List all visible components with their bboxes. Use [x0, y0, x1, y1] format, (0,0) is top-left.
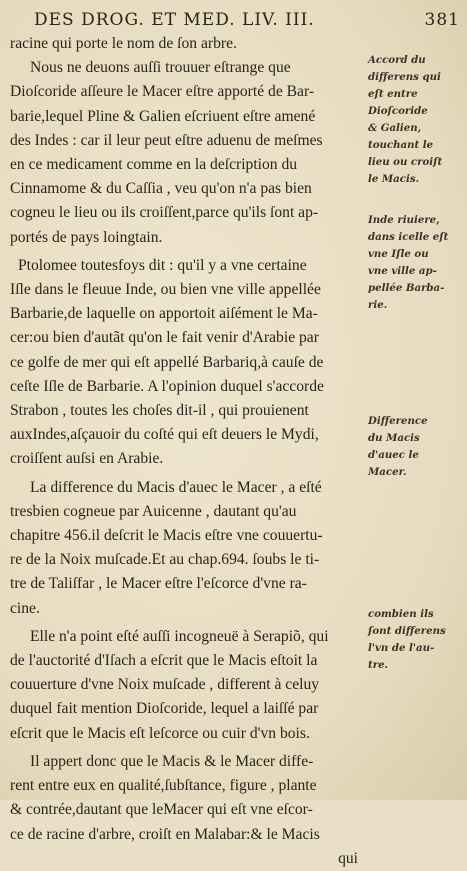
page-header	[34, 6, 460, 32]
text-line: de l'auctorité d'Iſach a eſcrit que le Macis eſtoit la	[10, 652, 318, 670]
paragraph-continued	[10, 80, 362, 249]
text-line: La difference du Macis d'auec le Macer , a eſté	[30, 478, 322, 496]
text-line: en ce medicament comme en la deſcription du	[10, 156, 298, 174]
text-line: ceſte Iſle de Barbarie. A l'opinion duquel s'accorde	[10, 377, 324, 395]
text-line: ce golfe de mer qui eſt appellé Barbariq,à cauſe de	[10, 353, 324, 371]
text-line: chapitre 456.il deſcrit le Macis eſtre vne couuertu-	[10, 527, 323, 545]
note-line: du Macis	[368, 432, 420, 444]
text-line: Nous ne deuons auſſi trouuer eſtrange que	[30, 59, 291, 77]
text-line: cine.	[10, 599, 40, 617]
paragraph	[10, 476, 362, 621]
text-line: racine qui porte le nom de ſon arbre.	[10, 35, 237, 52]
note-line: le Macis.	[368, 173, 420, 185]
paragraph	[10, 625, 362, 746]
main-text	[10, 32, 362, 871]
note-line: & Galien,	[368, 122, 422, 134]
note-line: touchant le	[368, 139, 434, 151]
running-title: DES DROG. ET MED. LIV. III.	[34, 10, 315, 30]
text-line: tresbien cogneue par Auicenne , dautant qu'au	[10, 502, 297, 520]
text-line: re de la Noix muſcade.Et au chap.694. ſoubs le ti-	[10, 551, 320, 569]
text-line: eſcrit que le Macis eſt leſcorce ou cuir d'vn bois.	[10, 724, 310, 742]
text-line: cogneu le lieu ou ils croiſſent,parce qu'ils ſont ap-	[10, 204, 319, 222]
margin-note	[368, 212, 464, 314]
text-line: ce de racine d'arbre, croiſt en Malabar:& le Macis	[10, 825, 320, 843]
text-line: Iſle dans le fleuue Inde, ou bien vne ville appellée	[10, 281, 321, 299]
paragraph	[10, 750, 362, 871]
paragraph	[10, 32, 362, 56]
text-line: barie,lequel Pline & Galien eſcriuent eſtre amené	[10, 107, 316, 125]
note-line: dans icelle eſt	[368, 231, 449, 243]
margin-note	[368, 606, 464, 674]
note-line: tre.	[368, 659, 389, 671]
note-line: pellée Barba-	[368, 282, 445, 294]
note-line: d'auec le	[368, 449, 419, 461]
text-line: duquel fait mention Dioſcoride, lequel a laiſſé par	[10, 700, 319, 718]
text-line: croiſſent auſsi en Arabie.	[10, 450, 164, 468]
paragraph	[10, 56, 362, 80]
text-line: Dioſcoride aſſeure le Macer eſtre apporté de Bar-	[10, 83, 315, 101]
text-line: Barbarie,de laquelle on apportoit aiſément le Ma-	[10, 305, 318, 323]
note-line: l'vn de l'au-	[368, 642, 435, 654]
note-line: Difference	[368, 415, 428, 427]
margin-note	[368, 413, 464, 481]
text-line: Elle n'a point eſté auſſi incogneuë à Serapiõ, qui	[30, 627, 329, 645]
note-line: differens qui	[368, 71, 441, 83]
note-line: Inde riuiere,	[368, 214, 440, 226]
text-line: cer:ou bien d'autãt qu'on le fait venir d'Arabie par	[10, 329, 319, 347]
text-line: des Indes : car il leur peut eſtre aduenu de meſmes	[10, 131, 323, 149]
text-line: portés de pays loingtain.	[10, 228, 163, 246]
text-line: Cinnamome & du Caſſia , veu qu'on n'a pas bien	[10, 180, 312, 198]
note-line: Accord du	[368, 54, 426, 66]
note-line: ſont differens	[368, 625, 446, 637]
text-line: & contrée,dautant que leMacer qui eſt vne eſcor-	[10, 801, 313, 819]
note-line: Dioſcoride	[368, 105, 428, 117]
text-line: rent entre eux en qualité,ſubſtance, figure , plante	[10, 777, 317, 795]
margin-note	[368, 52, 464, 188]
note-line: eſt entre	[368, 88, 418, 100]
note-line: Macer.	[368, 466, 407, 478]
text-line: tre de Taliſfar , le Macer eſtre l'eſcorce d'vne ra-	[10, 575, 307, 593]
catchword: qui	[338, 849, 358, 867]
text-line: Ptolomee toutesfoys dit : qu'il y a vne certaine	[18, 256, 307, 274]
text-line: Strabon , toutes les choſes dit-il , qui prouienent	[10, 402, 309, 420]
note-line: rie.	[368, 299, 388, 311]
paragraph	[10, 254, 362, 472]
note-line: vne Iſle ou	[368, 248, 429, 260]
text-line: auxIndes,aſçauoir du coſté qui eſt deuers le Mydi,	[10, 426, 319, 444]
page-number: 381	[424, 10, 460, 30]
note-line: combien ils	[368, 608, 434, 620]
text-line: Il appert donc que le Macis & le Macer diffe-	[30, 752, 314, 770]
note-line: vne ville ap-	[368, 265, 437, 277]
note-line: lieu ou croiſt	[368, 156, 443, 168]
text-line: couuerture d'vne Noix muſcade , different à celuy	[10, 676, 320, 694]
